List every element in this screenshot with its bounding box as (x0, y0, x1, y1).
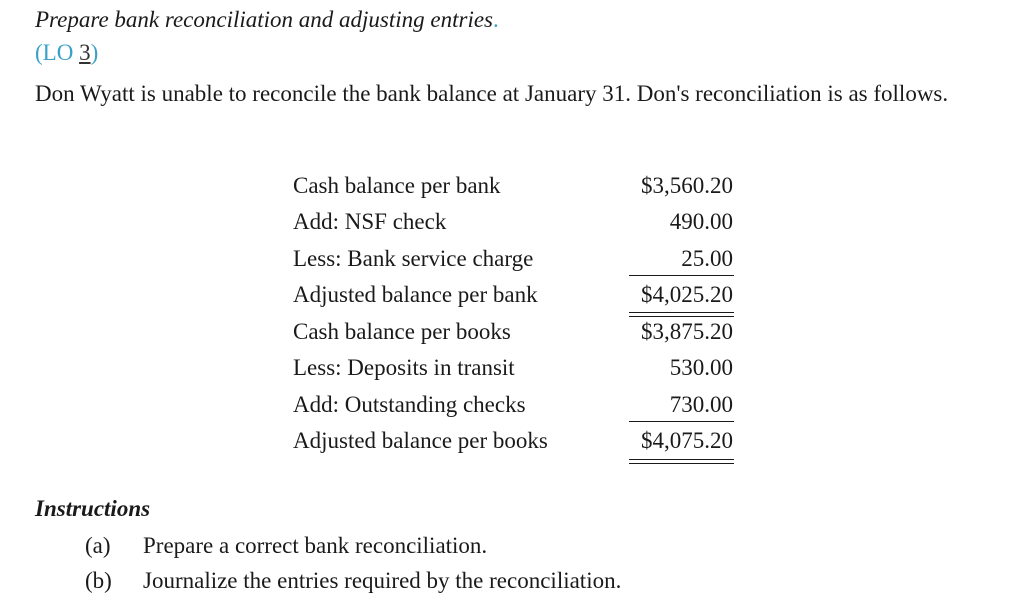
recon-amount: 730.00 (669, 391, 733, 417)
recon-label: Adjusted balance per books (293, 428, 548, 453)
instruction-marker: (b) (85, 568, 112, 593)
reconciliation-table (293, 168, 743, 460)
lo-close: ) (90, 40, 99, 65)
recon-row (293, 205, 743, 242)
learning-objective (35, 38, 98, 68)
recon-row (293, 387, 743, 424)
recon-label: Cash balance per books (293, 318, 511, 344)
instruction-item (85, 531, 487, 561)
recon-amount: 530.00 (669, 355, 733, 380)
recon-amount: 490.00 (669, 209, 733, 234)
total-double-rule (629, 312, 734, 317)
recon-row (293, 168, 743, 205)
recon-label: Adjusted balance per bank (293, 282, 538, 307)
recon-label: Cash balance per bank (293, 172, 501, 198)
recon-label: Add: NSF check (293, 209, 447, 234)
instruction-text: Prepare a correct bank reconciliation. (143, 533, 488, 558)
problem-title (35, 5, 499, 35)
intro-paragraph: Don Wyatt is unable to reconcile the bank balance at January 31. Don's reconciliation is as follows. (35, 81, 949, 106)
recon-amount: $4,025.20 (641, 282, 733, 307)
recon-row (293, 424, 743, 461)
recon-amount: 25.00 (681, 245, 733, 271)
instruction-marker: (a) (85, 533, 111, 558)
recon-label: Less: Deposits in transit (293, 355, 515, 380)
problem-title-period: . (493, 7, 499, 32)
recon-row (293, 241, 743, 278)
lo-number-link[interactable]: 3 (79, 40, 91, 65)
recon-row (293, 278, 743, 315)
recon-amount: $3,875.20 (641, 318, 733, 344)
recon-amount: $3,560.20 (641, 172, 733, 198)
total-double-rule (629, 459, 734, 464)
recon-row (293, 314, 743, 351)
lo-open: (LO (35, 40, 80, 65)
instructions-heading: Instructions (35, 496, 151, 521)
subtotal-rule (629, 421, 734, 422)
recon-label: Add: Outstanding checks (293, 391, 526, 417)
recon-label: Less: Bank service charge (293, 245, 534, 271)
instruction-text: Journalize the entries required by the reconciliation. (143, 568, 622, 593)
recon-row (293, 351, 743, 388)
recon-amount: $4,075.20 (641, 428, 733, 453)
instruction-item (85, 566, 621, 596)
subtotal-rule (629, 275, 734, 276)
problem-title-text: Prepare bank reconciliation and adjusting entries (35, 7, 494, 32)
